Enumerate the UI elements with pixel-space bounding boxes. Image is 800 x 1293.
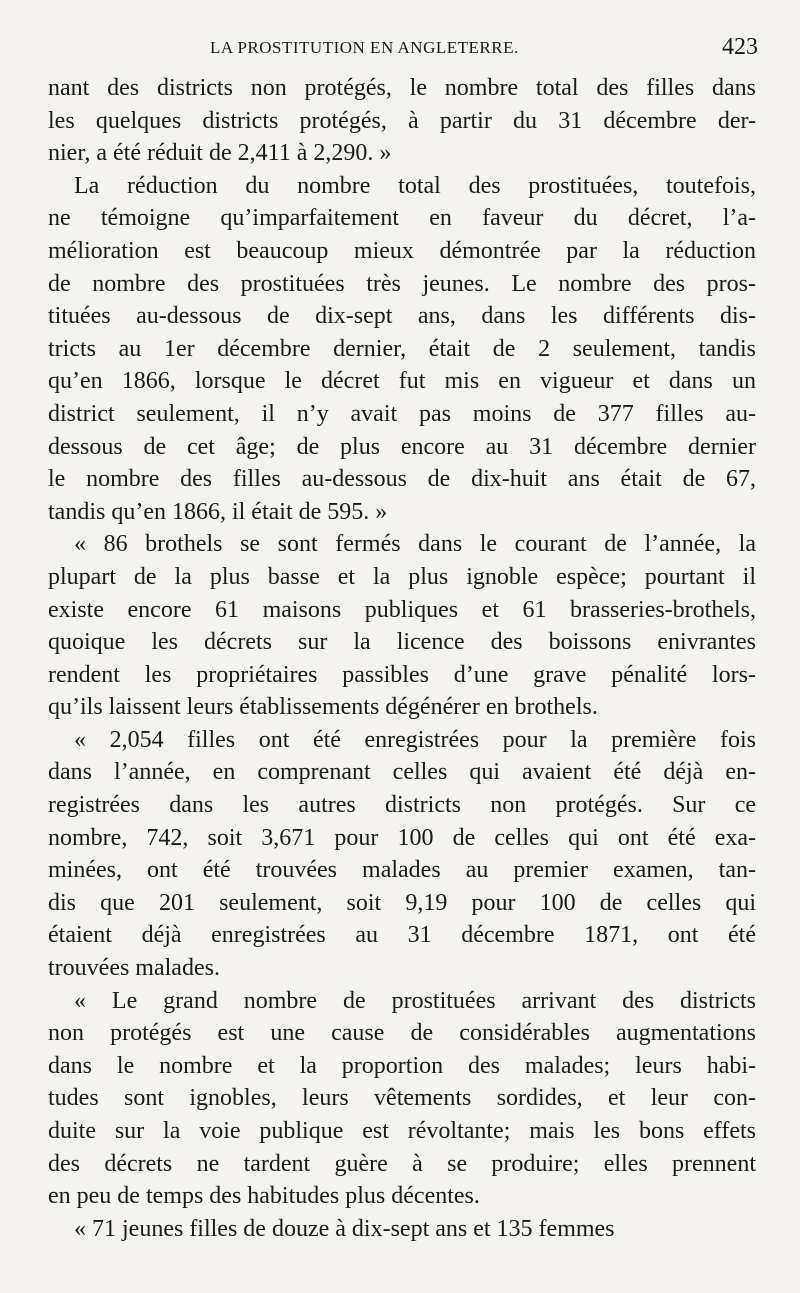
text-line: existe encore 61 maisons publiques et 61 brasseries-brothels, (48, 596, 756, 623)
text-line: « 86 brothels se sont fermés dans le courant de l’année, la (74, 531, 756, 558)
text-line: tituées au-dessous de dix-sept ans, dans les différents dis- (48, 303, 756, 330)
text-line: mélioration est beaucoup mieux démontrée par la réduction (48, 237, 756, 264)
text-line: registrées dans les autres districts non protégés. Sur ce (48, 792, 756, 819)
text-line: tudes sont ignobles, leurs vêtements sordides, et leur con- (48, 1085, 756, 1112)
text-line: dans le nombre et la proportion des malades; leurs habi- (48, 1052, 756, 1079)
text-line: de nombre des prostituées très jeunes. Le nombre des pros- (48, 270, 756, 297)
text-line: tricts au 1er décembre dernier, était de 2 seulement, tandis (48, 335, 756, 362)
text-line: des décrets ne tardent guère à se produire; elles prennent (48, 1150, 756, 1177)
text-line: trouvées malades. (48, 955, 220, 982)
text-line: district seulement, il n’y avait pas moins de 377 filles au- (48, 400, 756, 427)
running-title: LA PROSTITUTION EN ANGLETERRE. (210, 38, 519, 57)
body-text (48, 72, 756, 1245)
text-line: qu’en 1866, lorsque le décret fut mis en vigueur et dans un (48, 368, 756, 395)
page-number: 423 (722, 34, 758, 60)
text-line: dans l’année, en comprenant celles qui avaient été déjà en- (48, 759, 756, 786)
text-line: qu’ils laissent leurs établissements dégénérer en brothels. (48, 694, 598, 721)
text-line: en peu de temps des habitudes plus décentes. (48, 1183, 480, 1210)
text-line: La réduction du nombre total des prostituées, toutefois, (74, 172, 756, 199)
page-header (48, 34, 758, 64)
text-line: duite sur la voie publique est révoltante; mais les bons effets (48, 1118, 756, 1144)
text-line: plupart de la plus basse et la plus ignoble espèce; pourtant il (48, 563, 756, 590)
text-line: nier, a été réduit de 2,411 à 2,290. » (48, 140, 392, 167)
text-line: « 2,054 filles ont été enregistrées pour la première fois (74, 726, 756, 753)
text-line: nant des districts non protégés, le nombre total des filles dans (48, 75, 756, 101)
text-line: les quelques districts protégés, à partir du 31 décembre der- (48, 107, 756, 134)
text-line: rendent les propriétaires passibles d’une grave pénalité lors- (48, 661, 756, 688)
text-line: « Le grand nombre de prostituées arrivant des districts (74, 987, 756, 1014)
text-line: minées, ont été trouvées malades au premier examen, tan- (48, 857, 756, 884)
text-line: « 71 jeunes filles de douze à dix-sept ans et 135 femmes (74, 1215, 615, 1242)
text-line: ne témoigne qu’imparfaitement en faveur du décret, l’a- (48, 205, 756, 232)
text-line: quoique les décrets sur la licence des boissons enivrantes (48, 629, 756, 656)
text-line: nombre, 742, soit 3,671 pour 100 de celles qui ont été exa- (48, 824, 756, 851)
text-line: non protégés est une cause de considérables augmentations (48, 1020, 756, 1047)
text-line: étaient déjà enregistrées au 31 décembre 1871, ont été (48, 922, 756, 949)
text-line: le nombre des filles au-dessous de dix-huit ans était de 67, (48, 466, 756, 493)
text-line: dis que 201 seulement, soit 9,19 pour 100 de celles qui (48, 889, 756, 916)
text-line: dessous de cet âge; de plus encore au 31 décembre dernier (48, 433, 756, 460)
text-line: tandis qu’en 1866, il était de 595. » (48, 498, 388, 525)
